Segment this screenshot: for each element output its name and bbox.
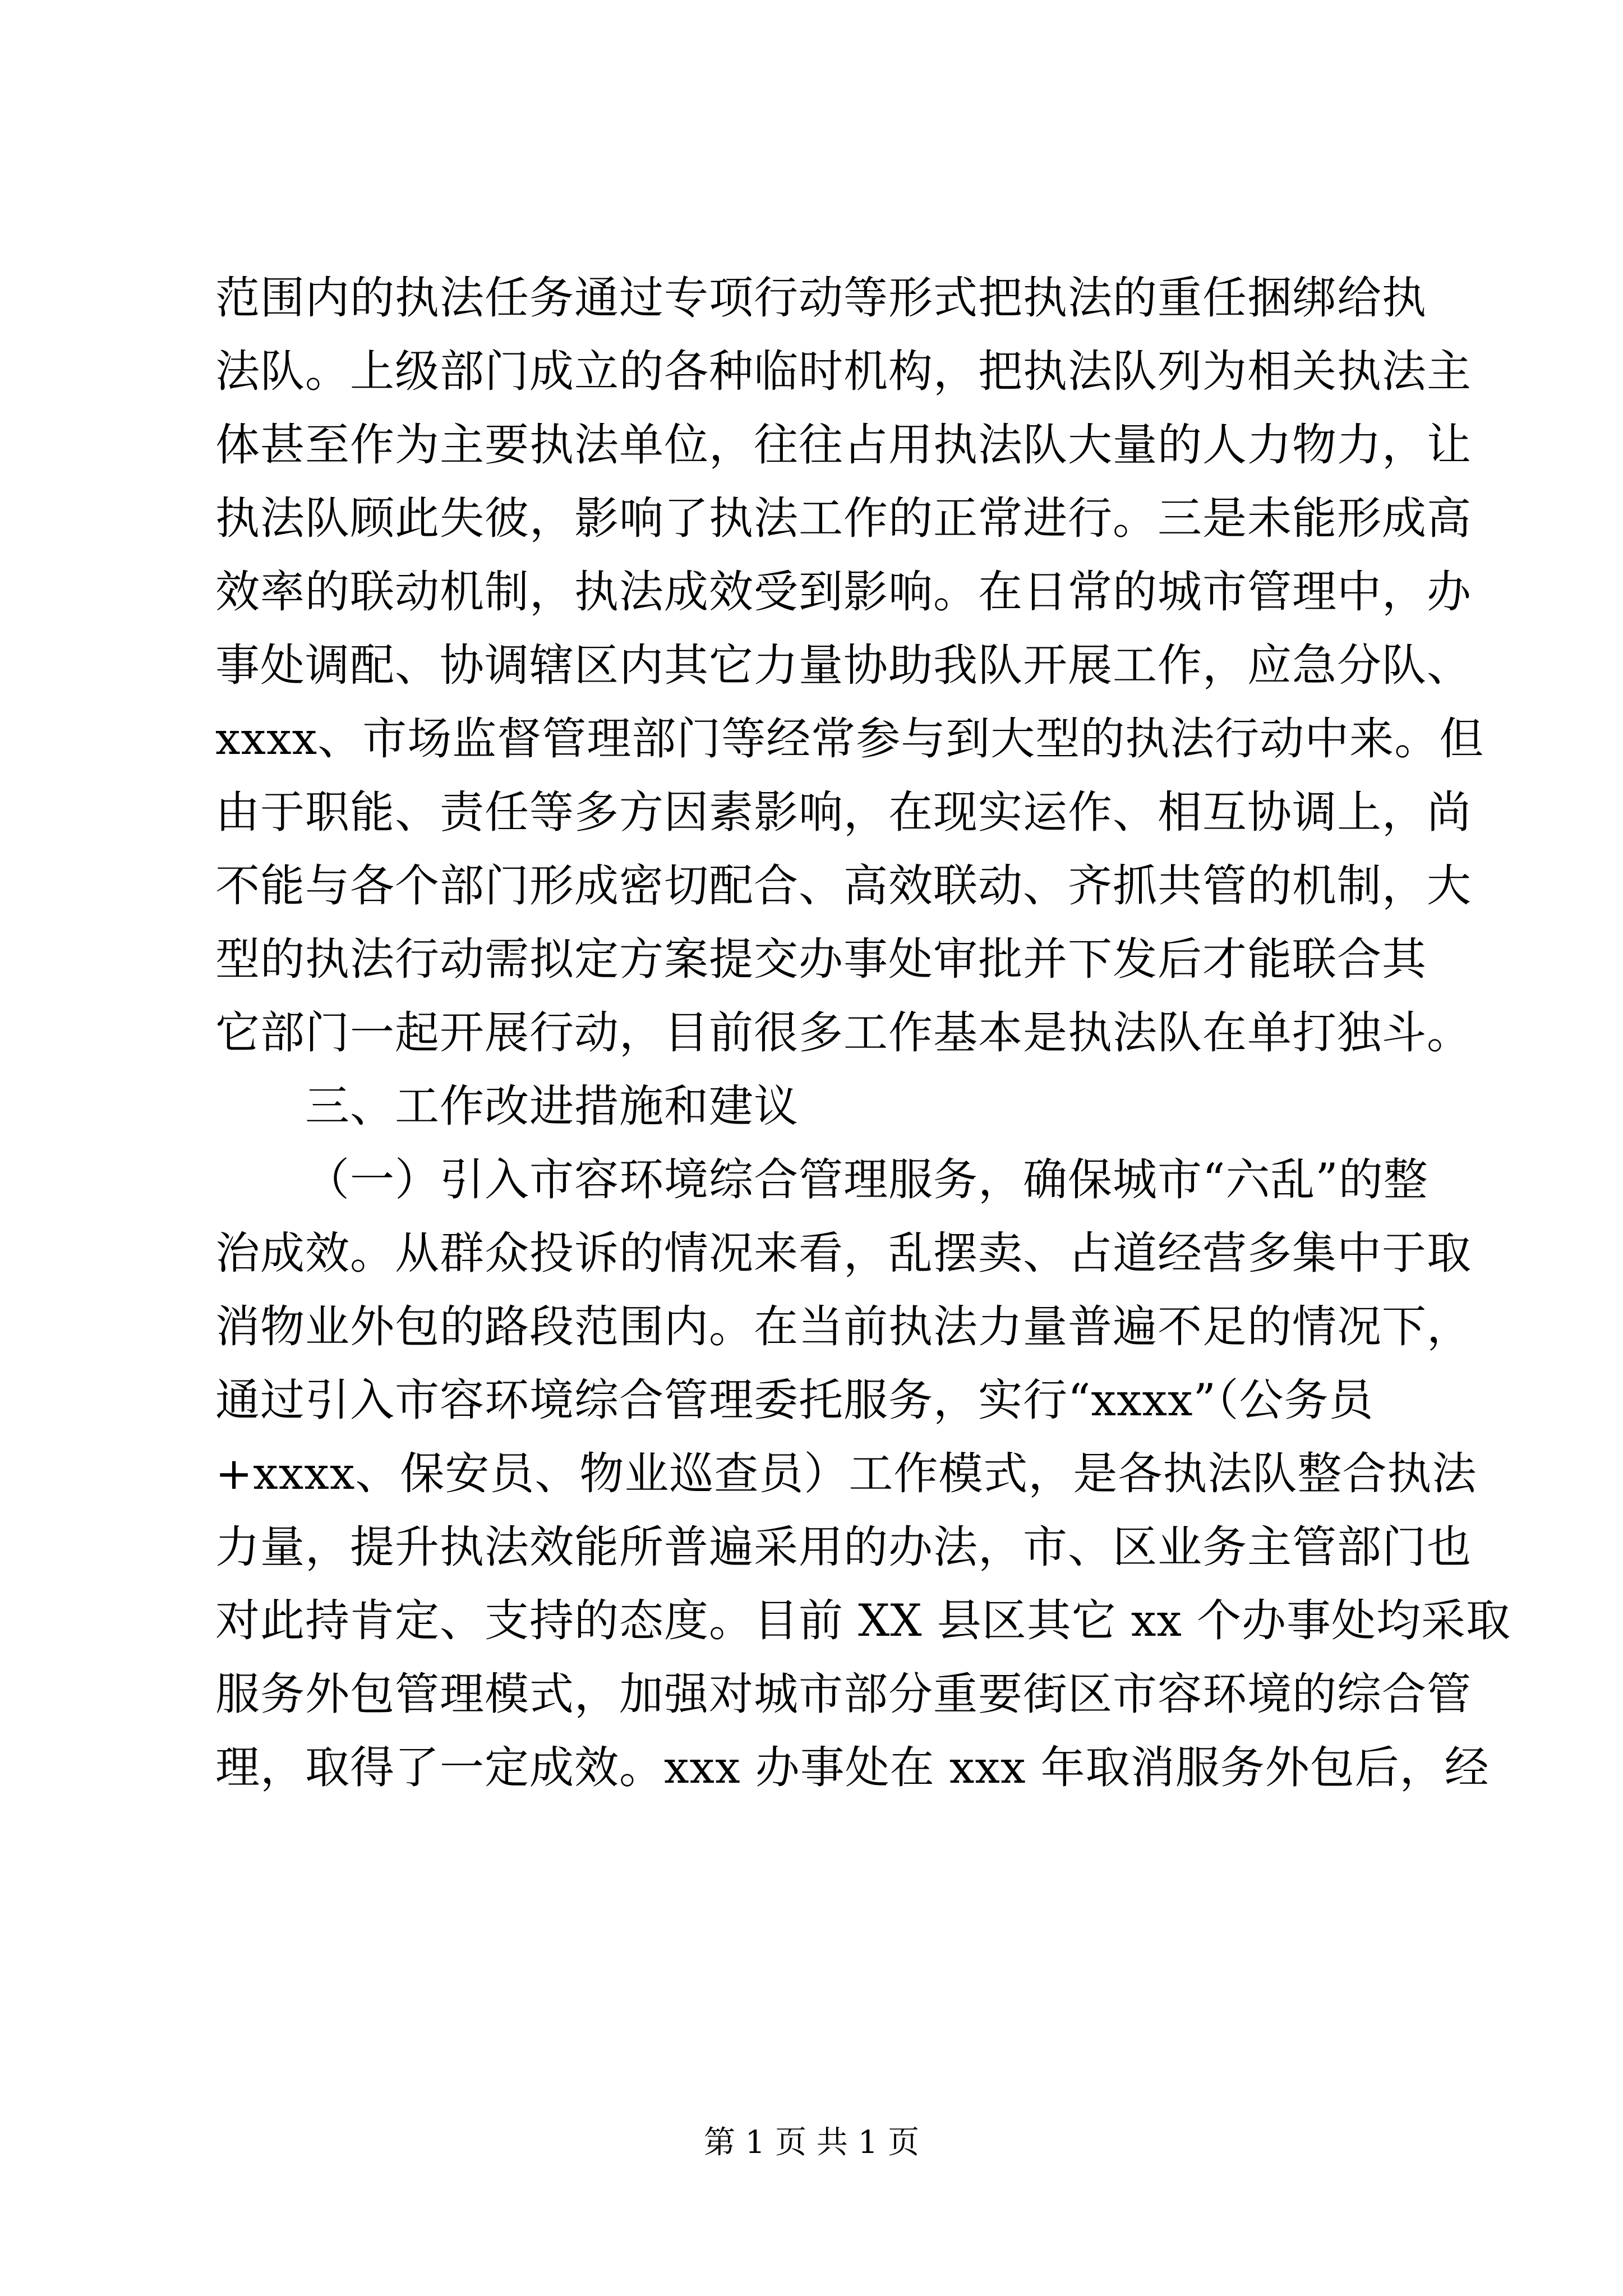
body-line: 理，取得了一定成效。xxx 办事处在 xxx 年取消服务外包后，经 (215, 1742, 1490, 1793)
body-line: 对此持肯定、支持的态度。目前 XX 县区其它 xx 个办事处均采取 (215, 1595, 1511, 1646)
body-line: 事处调配、协调辖区内其它力量协助我队开展工作，应急分队、 (215, 639, 1472, 691)
document-body (215, 261, 1511, 1805)
body-line: 体甚至作为主要执法单位，往往占用执法队大量的人力物力，让 (215, 419, 1472, 471)
page-footer (0, 2120, 1623, 2165)
page-number: 第 1 页 共 1 页 (703, 2124, 920, 2161)
body-line: 它部门一起开展行动，目前很多工作基本是执法队在单打独斗。 (215, 1007, 1472, 1059)
body-line: 法队。上级部门成立的各种临时机构，把执法队列为相关执法主 (215, 346, 1472, 397)
subsection-heading-line: （一）引入市容环境综合管理服务，确保城市“六乱”的整 (305, 1154, 1428, 1205)
body-line: 服务外包管理模式，加强对城市部分重要街区市容环境的综合管 (215, 1668, 1472, 1720)
body-line: +xxxx、保安员、物业巡查员）工作模式，是各执法队整合执法 (215, 1448, 1477, 1499)
body-line: 治成效。从群众投诉的情况来看，乱摆卖、占道经营多集中于取 (215, 1227, 1472, 1279)
body-line: 通过引入市容环境综合管理委托服务，实行“xxxx”（公务员 (215, 1374, 1374, 1426)
body-line: 执法队顾此失彼，影响了执法工作的正常进行。三是未能形成高 (215, 493, 1472, 544)
body-line: 型的执法行动需拟定方案提交办事处审批并下发后才能联合其 (215, 933, 1427, 985)
section-heading: 三、工作改进措施和建议 (305, 1080, 799, 1132)
body-line: xxxx、市场监督管理部门等经常参与到大型的执法行动中来。但 (215, 713, 1484, 765)
body-line: 力量，提升执法效能所普遍采用的办法，市、区业务主管部门也 (215, 1521, 1472, 1573)
body-line: 效率的联动机制，执法成效受到影响。在日常的城市管理中，办 (215, 566, 1472, 618)
body-line: 范围内的执法任务通过专项行动等形式把执法的重任捆绑给执 (215, 272, 1427, 324)
body-line: 消物业外包的路段范围内。在当前执法力量普遍不足的情况下， (215, 1301, 1472, 1352)
body-line: 不能与各个部门形成密切配合、高效联动、齐抓共管的机制，大 (215, 860, 1472, 912)
body-line: 由于职能、责任等多方因素影响，在现实运作、相互协调上，尚 (215, 786, 1472, 838)
